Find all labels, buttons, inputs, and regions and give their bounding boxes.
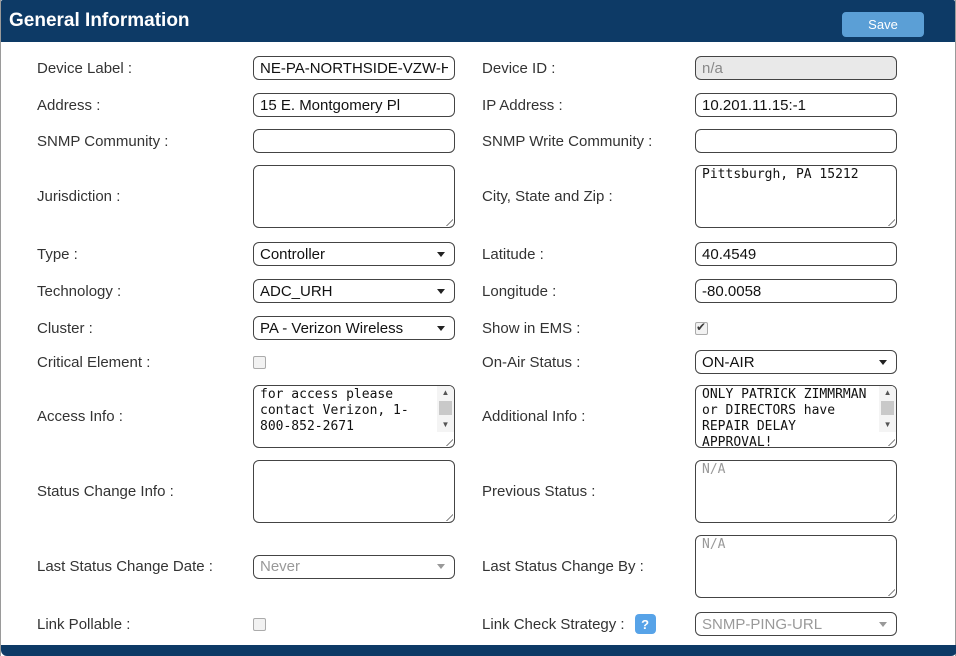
- save-button[interactable]: Save: [842, 12, 924, 37]
- panel-header: [1, 0, 955, 42]
- snmp-community-input[interactable]: [253, 129, 455, 153]
- link-pollable-label: Link Pollable :: [37, 615, 131, 633]
- access-info-textarea[interactable]: [253, 385, 455, 448]
- dropdown-arrow-icon: [437, 326, 445, 331]
- cluster-label: Cluster :: [37, 319, 93, 337]
- last-status-change-by-textarea[interactable]: [695, 535, 897, 598]
- city-state-zip-textarea[interactable]: [695, 165, 897, 228]
- latitude-label: Latitude :: [482, 245, 544, 263]
- form-row: [1, 385, 955, 448]
- ip-address-input[interactable]: [695, 93, 897, 117]
- link-check-strategy-label: Link Check Strategy :: [482, 615, 625, 633]
- show-in-ems-label: Show in EMS :: [482, 319, 581, 337]
- snmp-write-community-label: SNMP Write Community :: [482, 132, 653, 150]
- dropdown-arrow-icon: [437, 289, 445, 294]
- form-row: [1, 350, 955, 374]
- snmp-write-community-input[interactable]: [695, 129, 897, 153]
- form-row: [1, 460, 955, 523]
- snmp-community-label: SNMP Community :: [37, 132, 169, 150]
- last-status-change-by-label: Last Status Change By :: [482, 558, 644, 575]
- form-row: [1, 165, 955, 228]
- cluster-select[interactable]: [253, 316, 455, 340]
- form-row: [1, 93, 955, 117]
- scroll-down-icon[interactable]: [879, 418, 896, 431]
- form-row: [1, 535, 955, 598]
- device-label-label: Device Label :: [37, 59, 133, 77]
- form-row: [1, 612, 955, 636]
- link-check-strategy-select-value: SNMP-PING-URL: [702, 615, 823, 633]
- scrollbar[interactable]: [879, 386, 896, 432]
- type-select-value: Controller: [260, 245, 326, 263]
- dropdown-arrow-icon: [437, 564, 445, 569]
- access-info-label: Access Info :: [37, 408, 123, 425]
- link-check-strategy-select: [695, 612, 897, 636]
- form-row: [1, 316, 955, 340]
- scrollbar-thumb[interactable]: [881, 401, 894, 415]
- scrollbar[interactable]: [437, 386, 454, 432]
- on-air-status-label: On-Air Status :: [482, 353, 581, 371]
- link-pollable-checkbox[interactable]: [253, 618, 266, 631]
- status-change-info-label: Status Change Info :: [37, 483, 174, 500]
- form-row: [1, 56, 955, 80]
- scrollbar-thumb[interactable]: [439, 401, 452, 415]
- on-air-status-select[interactable]: [695, 350, 897, 374]
- technology-select[interactable]: [253, 279, 455, 303]
- address-input[interactable]: [253, 93, 455, 117]
- panel-title: General Information: [9, 10, 190, 31]
- critical-element-checkbox[interactable]: [253, 356, 266, 369]
- scroll-up-icon[interactable]: [437, 386, 454, 399]
- last-status-change-date-label: Last Status Change Date :: [37, 558, 213, 575]
- previous-status-label: Previous Status :: [482, 483, 596, 500]
- scroll-up-icon[interactable]: [879, 386, 896, 399]
- ip-address-label: IP Address :: [482, 96, 563, 114]
- dropdown-arrow-icon: [879, 360, 887, 365]
- address-label: Address :: [37, 96, 101, 114]
- technology-label: Technology :: [37, 282, 122, 300]
- scroll-down-icon[interactable]: [437, 418, 454, 431]
- form-row: [1, 279, 955, 303]
- dropdown-arrow-icon: [879, 622, 887, 627]
- form-content: [1, 42, 955, 636]
- status-change-info-textarea[interactable]: [253, 460, 455, 523]
- jurisdiction-textarea[interactable]: [253, 165, 455, 228]
- latitude-input[interactable]: [695, 242, 897, 266]
- type-label: Type :: [37, 245, 78, 263]
- show-in-ems-checkbox[interactable]: [695, 322, 708, 335]
- last-status-change-date-select: [253, 555, 455, 579]
- device-id-label: Device ID :: [482, 59, 556, 77]
- device-label-input[interactable]: [253, 56, 455, 80]
- help-icon[interactable]: ?: [635, 614, 656, 634]
- form-row: [1, 129, 955, 153]
- panel-footer-bar: [1, 645, 956, 656]
- jurisdiction-label: Jurisdiction :: [37, 188, 121, 205]
- on-air-status-select-value: ON-AIR: [702, 353, 755, 371]
- form-row: [1, 242, 955, 266]
- city-state-zip-label: City, State and Zip :: [482, 188, 613, 205]
- technology-select-value: ADC_URH: [260, 282, 333, 300]
- type-select[interactable]: [253, 242, 455, 266]
- additional-info-textarea[interactable]: [695, 385, 897, 448]
- device-id-input: [695, 56, 897, 80]
- longitude-input[interactable]: [695, 279, 897, 303]
- previous-status-textarea[interactable]: [695, 460, 897, 523]
- dropdown-arrow-icon: [437, 252, 445, 257]
- critical-element-label: Critical Element :: [37, 353, 151, 371]
- cluster-select-value: PA - Verizon Wireless: [260, 319, 404, 337]
- longitude-label: Longitude :: [482, 282, 557, 300]
- additional-info-label: Additional Info :: [482, 408, 586, 425]
- last-status-change-date-select-value: Never: [260, 558, 301, 575]
